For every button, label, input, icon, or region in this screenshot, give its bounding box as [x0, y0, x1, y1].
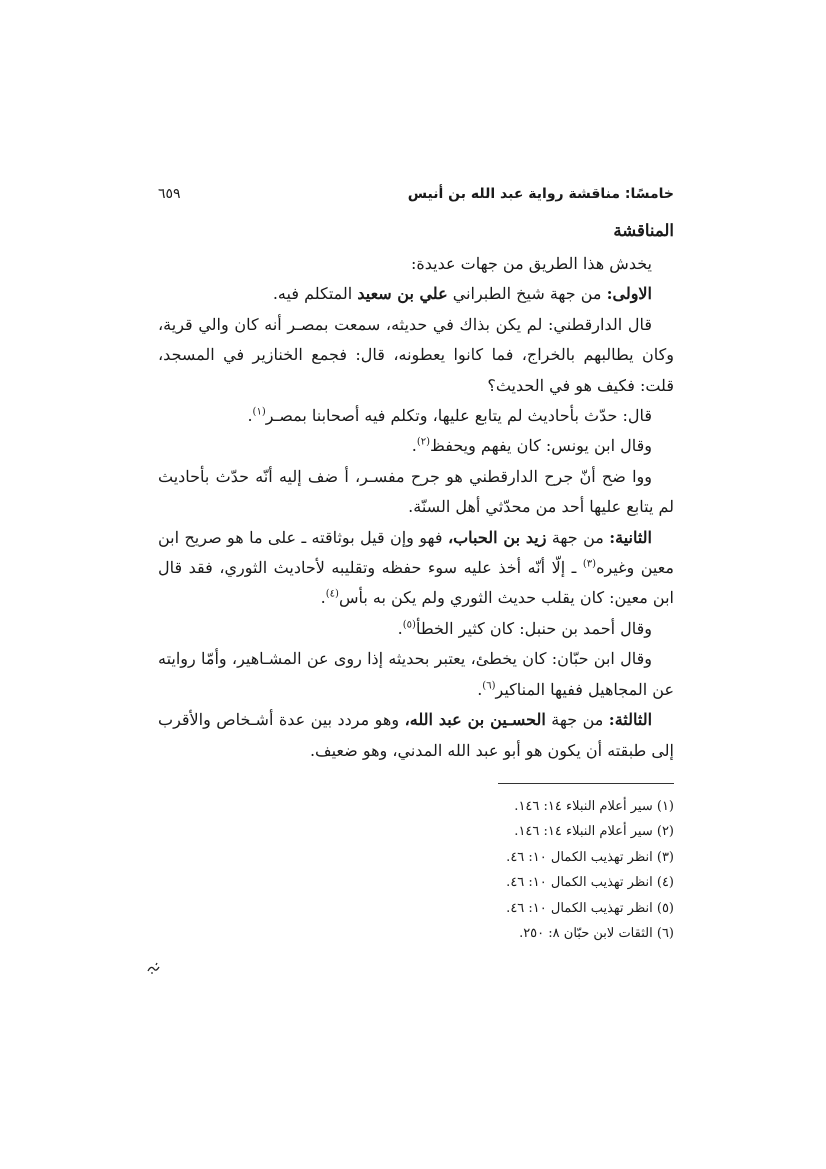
- second-name: زيد بن الحباب،: [447, 527, 547, 547]
- first-name: علي بن سعيد: [357, 284, 448, 304]
- footnotes-list: [158, 794, 674, 947]
- footnote-item: (٢) سير أعلام النبلاء ١٤: ١٤٦.: [514, 824, 674, 840]
- ibn-hibban-text: وقال ابن حبّان: كان يخطئ، يعتبر بحديثه إذا روى عن المشـاهير، وأمّا روايته عن المجاهيل ففيها المناكير: [158, 649, 674, 699]
- book-page: [158, 186, 674, 947]
- ibn-hibban-quote: وقال ابن حبّان: كان يخطئ، يعتبر بحديثه إذا روى عن المشـاهير، وأمّا روايته عن المجاهيل ففيها المناكير$^{(٦)}$.: [158, 649, 674, 699]
- footnote-divider: [498, 783, 674, 784]
- ahmad-text: وقال أحمد بن حنبل: كان كثير الخطأ: [415, 618, 652, 638]
- footnote-item: (٤) انظر تهذيب الكمال ١٠: ٤٦.: [506, 875, 674, 891]
- footnote-item: (٦) الثقات لابن حبّان ٨: ٢٥٠.: [519, 926, 674, 942]
- ibn-yunus-text: وقال ابن يونس: كان يفهم ويحفظ: [430, 436, 652, 456]
- footnote-marker-4[interactable]: (٤): [325, 589, 339, 601]
- first-text-a: من جهة شيخ الطبراني: [447, 284, 607, 304]
- running-header: [158, 186, 674, 216]
- page-number: ٦٥٩: [158, 186, 181, 202]
- footnote-marker-5[interactable]: (٥): [402, 619, 416, 631]
- daraqutni-quote: قال الدارقطني: لم يكن بذاك في حديثه، سمعت بمصـر أنه كان والي قرية، وكان يطالبهم بالخراج، فما كانوا يعطونه، قال: فجمع الخنازير في المسجد، قلت: فكيف هو في الحديث؟: [158, 314, 674, 395]
- second-label: الثانية:: [609, 527, 652, 547]
- ahmad-quote: وقال أحمد بن حنبل: كان كثير الخطأ$^{(٥)}$.: [397, 618, 652, 638]
- chapter-title: خامسًا: مناقشة رواية عبد الله بن أنيس: [407, 186, 674, 202]
- daraqutni-quote-b: قال: حدّث بأحاديث لم يتابع عليها، وتكلم فيه أصحابنا بمصـر: [265, 406, 652, 426]
- second-point: الثانية: من جهة زيد بن الحباب، فهو وإن قيل بوثاقته ـ على ما هو صريح ابن معين وغيره$^{(٣)}$ ـ إلّا أنّه أخذ عليه سوء حفظه وتقليبه لأحاديث الثوري، فقد قال ابن معين: كان يقلب حديث الثوري ولم يكن به بأس$^{(٤)}$.: [158, 527, 675, 608]
- first-point: [158, 279, 674, 309]
- daraqutni-quote-continued: قال: حدّث بأحاديث لم يتابع عليها، وتكلم فيه أصحابنا بمصـر$^{(١)}$.: [247, 406, 652, 426]
- comment-paragraph: ووا ضح أنّ جرح الدارقطني هو جرح مفسـر، أ ضف إليه أنّه حدّث بأحاديث لم يتابع عليها أحد من محدّثي أهل السنّة.: [158, 466, 674, 517]
- intro-paragraph: يخدش هذا الطريق من جهات عديدة:: [410, 254, 652, 273]
- second-text-b: فهو وإن قيل بوثاقته ـ على ما هو صريح ابن معين وغيره: [158, 527, 675, 578]
- page-ornament-icon: [146, 962, 162, 980]
- third-text-a: من جهة: [545, 710, 609, 730]
- second-text-c: ـ إلّا أنّه أخذ عليه سوء حفظه وتقليبه لأحاديث الثوري، فقد قال ابن معين: كان يقلب حديث الثوري ولم يكن به بأس: [158, 558, 674, 608]
- ibn-yunus-quote: وقال ابن يونس: كان يفهم ويحفظ$^{(٢)}$.: [411, 436, 652, 456]
- first-label: الاولى:: [606, 284, 652, 304]
- second-text-a: من جهة: [546, 527, 610, 547]
- footnote-marker-2[interactable]: (٢): [416, 437, 431, 449]
- footnote-item: (٣) انظر تهذيب الكمال ١٠: ٤٦.: [506, 849, 674, 865]
- third-point: [158, 705, 674, 766]
- footnote-marker-6[interactable]: (٦): [482, 680, 496, 692]
- footnote-marker-1[interactable]: (١): [252, 406, 266, 418]
- third-label: الثالثة:: [608, 710, 653, 730]
- footnote-marker-3[interactable]: (٣): [582, 558, 597, 570]
- section-heading: المناقشة: [613, 221, 674, 240]
- footnote-item: (١) سير أعلام النبلاء ١٤: ١٤٦.: [514, 798, 674, 814]
- first-text-b: المتكلم فيه.: [272, 284, 358, 304]
- third-text-b: وهو مردد بين عدة أشـخاص والأقرب إلى طبقته أن يكون هو أبو عبد الله المدني، وهو ضعيف.: [158, 710, 674, 760]
- third-name: الحسـين بن عبد الله،: [404, 710, 546, 730]
- footnote-item: (٥) انظر تهذيب الكمال ١٠: ٤٦.: [506, 900, 674, 916]
